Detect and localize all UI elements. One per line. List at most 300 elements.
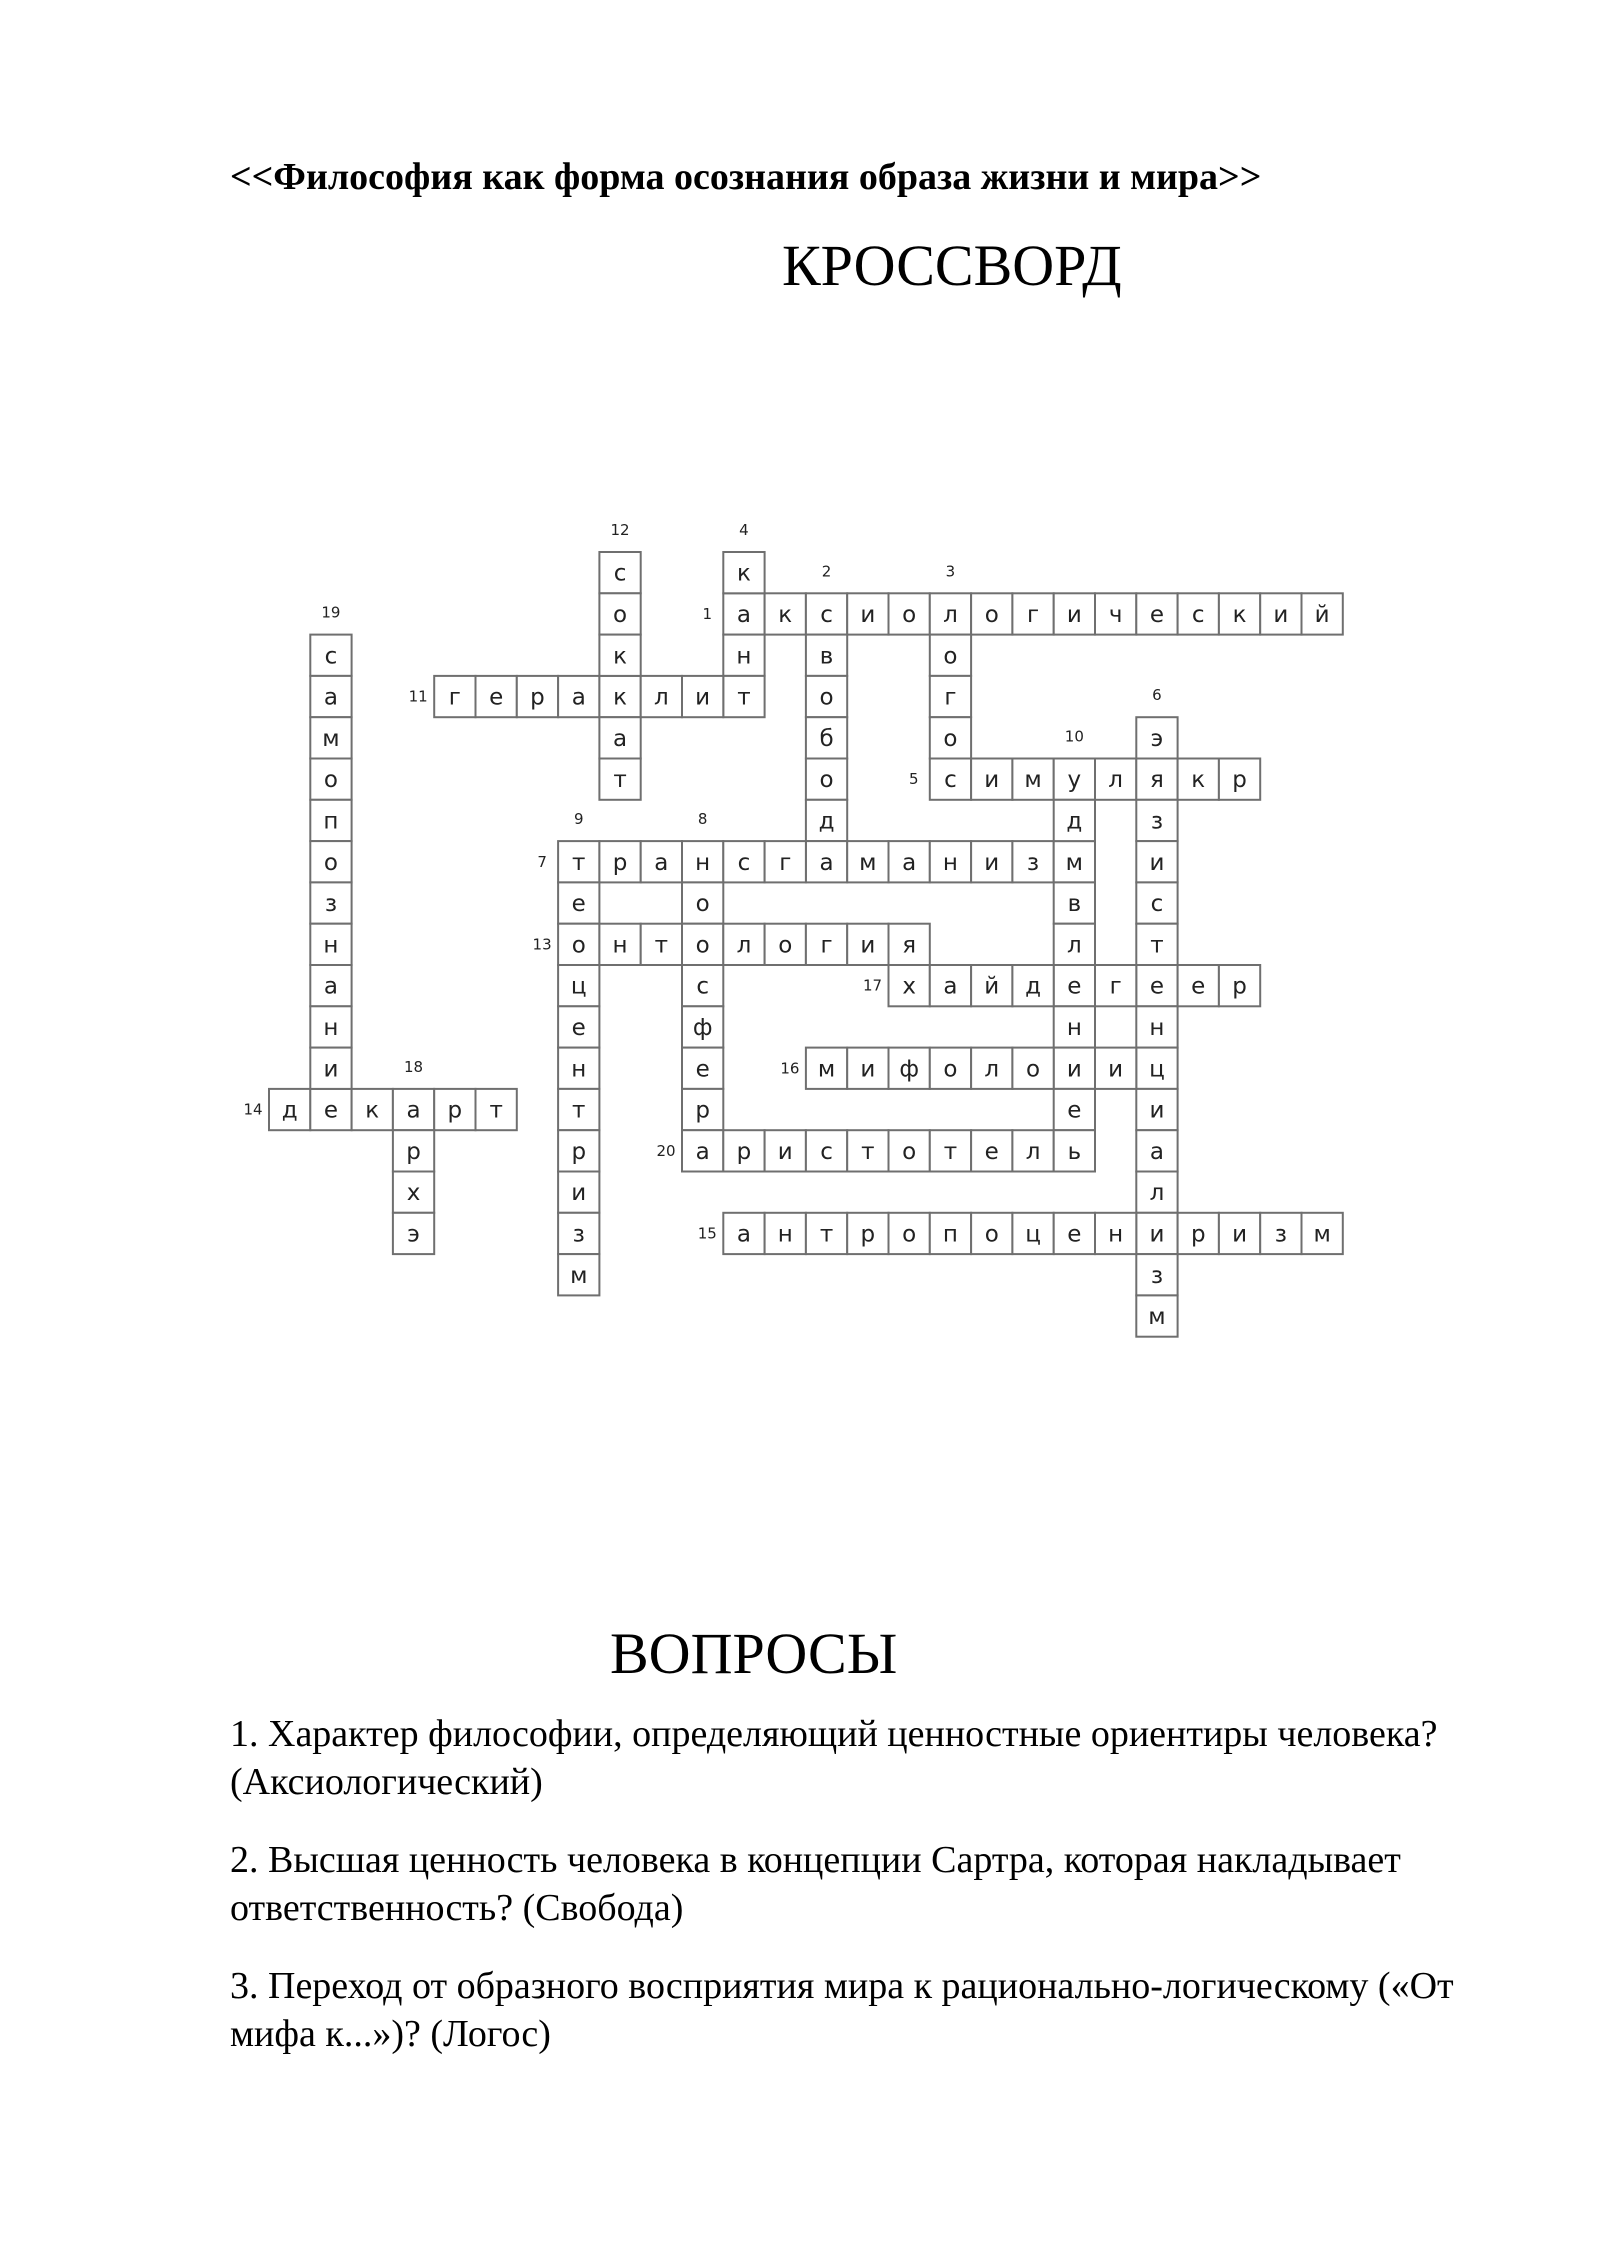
crossword-letter: м <box>817 1056 836 1083</box>
crossword-cell <box>558 924 599 965</box>
crossword-cell <box>393 1172 434 1213</box>
question-item: 1. Характер философии, определяющий ценностные ориентиры человека? (Аксиологический) <box>230 1713 1438 1803</box>
crossword-letter: о <box>902 1138 917 1165</box>
crossword-letter: с <box>324 643 338 670</box>
crossword-letter: к <box>736 560 751 587</box>
crossword-letter: д <box>1025 973 1042 1000</box>
crossword-cell <box>806 635 847 676</box>
clue-number: 17 <box>862 976 883 995</box>
crossword-letter: о <box>571 932 586 959</box>
crossword-letter: т <box>613 767 627 794</box>
crossword-cell <box>1178 593 1219 634</box>
crossword-cell <box>723 1130 764 1171</box>
crossword-letter: и <box>1232 1221 1248 1248</box>
crossword-letter: и <box>1066 601 1082 628</box>
crossword-letter: к <box>778 601 793 628</box>
crossword-cell <box>930 1048 971 1089</box>
crossword-letter: я <box>1150 767 1164 794</box>
clue-number: 12 <box>610 521 630 539</box>
crossword-letter: з <box>1150 808 1164 835</box>
crossword-cell <box>310 676 351 717</box>
crossword-letter: э <box>1150 725 1164 752</box>
crossword-letter: п <box>323 808 339 835</box>
crossword-cell <box>847 1213 888 1254</box>
crossword-cell <box>558 1089 599 1130</box>
crossword-letter: э <box>407 1221 420 1248</box>
crossword-cell <box>765 841 806 882</box>
crossword-letter: и <box>984 849 1000 876</box>
crossword-letter: р <box>860 1221 876 1248</box>
crossword-letter: м <box>859 849 877 876</box>
crossword-cell <box>1260 593 1301 634</box>
crossword-letter: о <box>819 767 834 794</box>
crossword-letter: з <box>1274 1221 1287 1248</box>
crossword-cell <box>682 841 723 882</box>
crossword-letter: е <box>1067 1221 1082 1248</box>
crossword-letter: у <box>1067 767 1082 794</box>
crossword-cell <box>682 1006 723 1047</box>
crossword-cell <box>930 1213 971 1254</box>
crossword-letter: о <box>695 891 710 918</box>
crossword-letter: е <box>1149 601 1165 628</box>
crossword-letter: к <box>1232 601 1247 628</box>
crossword-letter: м <box>1313 1221 1331 1248</box>
crossword-letter: р <box>447 1097 463 1124</box>
crossword-cell <box>806 759 847 800</box>
crossword-letter: и <box>695 684 711 711</box>
crossword-letter: ь <box>1067 1138 1082 1165</box>
crossword-cell <box>930 676 971 717</box>
crossword-letter: н <box>1066 1014 1082 1041</box>
crossword-letter: х <box>406 1180 421 1207</box>
crossword-cell <box>1219 1213 1260 1254</box>
clue-number: 7 <box>537 852 547 871</box>
crossword-letter: и <box>860 932 876 959</box>
crossword-letter: н <box>1149 1014 1165 1041</box>
crossword-cell <box>599 717 640 758</box>
crossword-letter: е <box>1067 1097 1082 1124</box>
crossword-cell <box>1136 1048 1177 1089</box>
crossword-cell <box>393 1089 434 1130</box>
crossword-cell <box>310 1006 351 1047</box>
crossword-letter: е <box>571 891 586 918</box>
crossword-letter: с <box>696 973 709 1000</box>
crossword-cell <box>393 1213 434 1254</box>
crossword-letter: с <box>1191 601 1205 628</box>
crossword-cell <box>1012 965 1053 1006</box>
crossword-cell <box>723 635 764 676</box>
crossword-cell <box>517 676 558 717</box>
crossword-cell <box>930 841 971 882</box>
crossword-letter: з <box>1150 1262 1164 1289</box>
crossword-letter: с <box>1150 891 1164 918</box>
crossword-cell <box>723 1213 764 1254</box>
crossword-cell <box>889 1048 930 1089</box>
crossword-cell <box>1054 759 1095 800</box>
crossword-cell <box>352 1089 393 1130</box>
crossword-cell <box>930 965 971 1006</box>
crossword-cell <box>806 1130 847 1171</box>
crossword-letter: г <box>1109 973 1122 1000</box>
crossword-letter: с <box>820 1138 833 1165</box>
clue-number: 16 <box>780 1059 800 1078</box>
crossword-cell <box>1136 882 1177 923</box>
crossword-cell <box>1136 1254 1177 1295</box>
crossword-letter: с <box>613 560 627 587</box>
crossword-letter: н <box>1108 1221 1124 1248</box>
crossword-cell <box>641 924 682 965</box>
crossword-letter: з <box>324 891 338 918</box>
crossword-letter: л <box>1025 1138 1041 1165</box>
crossword-letter: п <box>942 1221 958 1248</box>
crossword-letter: а <box>736 601 752 628</box>
crossword-letter: т <box>572 849 586 876</box>
crossword-letter: м <box>570 1262 588 1289</box>
clue-number: 13 <box>532 935 552 954</box>
crossword-letter: з <box>572 1221 585 1248</box>
crossword-letter: а <box>1149 1138 1165 1165</box>
crossword-letter: м <box>322 725 340 752</box>
crossword-cell <box>599 841 640 882</box>
crossword-cell <box>1054 882 1095 923</box>
crossword-cell <box>599 593 640 634</box>
crossword-cell <box>1054 1130 1095 1171</box>
crossword-letter: е <box>1149 973 1165 1000</box>
crossword-cell <box>682 676 723 717</box>
crossword-cell <box>847 924 888 965</box>
crossword-cell <box>930 635 971 676</box>
crossword-letter: г <box>944 684 957 711</box>
clue-number: 6 <box>1152 686 1162 705</box>
crossword-cell <box>310 800 351 841</box>
crossword-cell <box>847 1130 888 1171</box>
crossword-letter: о <box>943 643 958 670</box>
crossword-cell <box>847 841 888 882</box>
crossword-cell <box>971 1130 1012 1171</box>
crossword-letter: е <box>571 1014 586 1041</box>
crossword-cell <box>558 1006 599 1047</box>
crossword-cell <box>1136 841 1177 882</box>
crossword-letter: л <box>653 684 669 711</box>
crossword-cell <box>558 841 599 882</box>
crossword-cell <box>558 1213 599 1254</box>
crossword-cell <box>434 1089 475 1130</box>
crossword-letter: х <box>902 973 916 1000</box>
crossword-letter: ф <box>899 1056 919 1083</box>
crossword-cell <box>1012 841 1053 882</box>
crossword-cell <box>310 1048 351 1089</box>
crossword-cell <box>310 924 351 965</box>
crossword-cell <box>1095 593 1136 634</box>
crossword-letter: я <box>902 932 917 959</box>
crossword-letter: р <box>1232 767 1247 794</box>
crossword-cell <box>269 1089 310 1130</box>
crossword-cell <box>971 1213 1012 1254</box>
crossword-letter: н <box>777 1221 793 1248</box>
clue-number: 20 <box>656 1141 676 1160</box>
crossword-cell <box>1136 924 1177 965</box>
clue-number: 14 <box>243 1100 263 1119</box>
crossword-letter: т <box>943 1138 958 1165</box>
crossword-cell <box>806 841 847 882</box>
crossword-cell <box>1054 841 1095 882</box>
crossword-cell <box>971 593 1012 634</box>
crossword-letter: и <box>1066 1056 1082 1083</box>
crossword-cell <box>723 676 764 717</box>
crossword-letter: о <box>613 601 628 628</box>
crossword-letter: с <box>737 849 751 876</box>
crossword-cell <box>930 1130 971 1171</box>
crossword-cell <box>599 676 640 717</box>
crossword-letter: ц <box>570 973 587 1000</box>
clue-number: 4 <box>739 521 749 539</box>
crossword-letter: и <box>1273 601 1289 628</box>
crossword-letter: л <box>1149 1180 1165 1207</box>
crossword-letter: б <box>819 725 834 752</box>
crossword-cell <box>889 965 930 1006</box>
questions-heading: ВОПРОСЫ <box>610 1621 898 1686</box>
crossword-cell <box>971 759 1012 800</box>
crossword-cell <box>682 965 723 1006</box>
crossword-cell <box>1136 1089 1177 1130</box>
crossword-letter: а <box>902 849 917 876</box>
crossword-cell <box>930 759 971 800</box>
question-item: 3. Переход от образного восприятия мира к рационально-логическому («От мифа к...»)? (Логос) <box>230 1965 1454 2055</box>
crossword-letter: а <box>736 1221 752 1248</box>
crossword-cell <box>558 676 599 717</box>
crossword-letter: а <box>612 725 628 752</box>
crossword-cell <box>599 552 640 593</box>
crossword-cell <box>765 924 806 965</box>
crossword-cell <box>1012 1048 1053 1089</box>
crossword-cell <box>1136 717 1177 758</box>
crossword-letter: е <box>1191 973 1206 1000</box>
crossword-letter: м <box>1065 849 1084 876</box>
crossword-cell <box>1136 1213 1177 1254</box>
crossword-letter: л <box>1066 932 1082 959</box>
crossword-letter: и <box>984 767 1000 794</box>
crossword-letter: н <box>942 849 958 876</box>
crossword-cell <box>930 593 971 634</box>
crossword-cell <box>806 1213 847 1254</box>
crossword-letter: д <box>281 1097 298 1124</box>
crossword-letter: ц <box>1025 1221 1041 1248</box>
crossword-cell <box>641 676 682 717</box>
crossword-letter: м <box>1148 1304 1166 1331</box>
crossword-cell <box>1012 1213 1053 1254</box>
crossword-cell <box>1095 1048 1136 1089</box>
crossword-cell <box>476 1089 517 1130</box>
crossword-cell <box>765 593 806 634</box>
crossword-letter: г <box>1027 601 1040 628</box>
crossword-letter: а <box>654 849 669 876</box>
crossword-cell <box>723 841 764 882</box>
crossword-cell <box>889 924 930 965</box>
crossword-cell <box>1054 1006 1095 1047</box>
crossword-cell <box>558 1048 599 1089</box>
crossword-letter: з <box>1026 849 1040 876</box>
crossword-cell <box>847 1048 888 1089</box>
crossword-letter: и <box>323 1056 339 1083</box>
crossword-letter: а <box>406 1097 421 1124</box>
crossword-letter: л <box>736 932 752 959</box>
crossword-cell <box>765 1213 806 1254</box>
crossword-letter: к <box>1191 767 1206 794</box>
crossword-cell <box>806 676 847 717</box>
crossword-cell <box>310 1089 351 1130</box>
crossword-cell <box>1136 1172 1177 1213</box>
crossword-cell <box>558 882 599 923</box>
crossword-letter: т <box>819 1221 834 1248</box>
crossword-letter: с <box>944 767 957 794</box>
crossword-cell <box>1054 593 1095 634</box>
clue-number: 1 <box>702 604 713 623</box>
crossword-letter: и <box>571 1180 587 1207</box>
crossword-letter: ч <box>1108 601 1123 628</box>
crossword-cell <box>310 717 351 758</box>
crossword-letter: г <box>448 684 461 711</box>
crossword-cell <box>971 1048 1012 1089</box>
clue-number: 11 <box>408 687 428 706</box>
crossword-letter: о <box>984 601 999 628</box>
crossword-cell <box>723 593 764 634</box>
crossword-letter: е <box>984 1138 999 1165</box>
crossword-cell <box>889 841 930 882</box>
crossword-cell <box>1302 1213 1343 1254</box>
crossword-cell <box>1219 593 1260 634</box>
crossword-cell <box>1095 1213 1136 1254</box>
crossword-cell <box>1136 593 1177 634</box>
crossword-cell <box>310 759 351 800</box>
crossword-letter: к <box>613 684 628 711</box>
crossword-cell <box>930 717 971 758</box>
crossword-cell <box>310 965 351 1006</box>
crossword-cell <box>806 717 847 758</box>
crossword-letter: р <box>1232 973 1247 1000</box>
crossword-cell <box>682 882 723 923</box>
crossword-letter: к <box>365 1097 380 1124</box>
crossword-letter: н <box>323 932 339 959</box>
crossword-letter: е <box>695 1056 710 1083</box>
crossword-cell <box>971 965 1012 1006</box>
crossword-letter: ф <box>692 1014 713 1041</box>
crossword-cell <box>434 676 475 717</box>
crossword-letter: а <box>695 1138 710 1165</box>
crossword-cell <box>1054 1213 1095 1254</box>
crossword-cell <box>806 924 847 965</box>
crossword-letter: к <box>613 643 628 670</box>
crossword-letter: й <box>1314 601 1330 628</box>
crossword-cell <box>889 1130 930 1171</box>
crossword-cell <box>1012 593 1053 634</box>
crossword-letter: р <box>1190 1221 1206 1248</box>
crossword-letter: т <box>572 1097 586 1124</box>
crossword-cell <box>476 676 517 717</box>
crossword-letter: е <box>1067 973 1082 1000</box>
crossword-cell <box>1136 965 1177 1006</box>
clue-number: 9 <box>573 810 584 829</box>
crossword-cell <box>682 1048 723 1089</box>
crossword-cell <box>1012 759 1053 800</box>
crossword-letter: в <box>1067 891 1082 918</box>
crossword-cell <box>1054 924 1095 965</box>
crossword-cell <box>1219 965 1260 1006</box>
crossword-cell <box>1054 1089 1095 1130</box>
crossword-letter: а <box>323 973 339 1000</box>
crossword-cell <box>1054 1048 1095 1089</box>
crossword-cell <box>1136 759 1177 800</box>
crossword-cell <box>889 593 930 634</box>
crossword-letter: н <box>612 932 628 959</box>
clue-number: 18 <box>404 1057 424 1076</box>
crossword-cell <box>599 635 640 676</box>
crossword-letter: и <box>1149 1221 1165 1248</box>
crossword-letter: т <box>654 932 669 959</box>
crossword-cell <box>1178 1213 1219 1254</box>
crossword-letter: н <box>323 1014 339 1041</box>
crossword-cell <box>682 1089 723 1130</box>
crossword-letter: р <box>571 1138 587 1165</box>
crossword-letter: о <box>323 849 338 876</box>
clue-number: 5 <box>909 770 919 789</box>
crossword-cell <box>558 965 599 1006</box>
question-item: 2. Высшая ценность человека в концепции Сартра, которая накладывает ответственность? (Свобода) <box>230 1839 1401 1929</box>
crossword-cell <box>806 800 847 841</box>
crossword-letter: р <box>612 849 628 876</box>
crossword-letter: а <box>943 973 958 1000</box>
crossword-letter: г <box>820 932 833 959</box>
clue-number: 15 <box>697 1224 717 1243</box>
crossword-letter: л <box>984 1056 1000 1083</box>
crossword-letter: е <box>323 1097 339 1124</box>
crossword-letter: т <box>861 1138 875 1165</box>
crossword-cell <box>1012 1130 1053 1171</box>
crossword-letter: р <box>695 1097 710 1124</box>
crossword-letter: о <box>1026 1056 1041 1083</box>
crossword-letter: л <box>943 601 958 628</box>
crossword-letter: ц <box>1149 1056 1165 1083</box>
crossword-cell <box>723 924 764 965</box>
crossword-letter: р <box>530 684 545 711</box>
crossword-letter: и <box>777 1138 793 1165</box>
crossword-cell <box>723 552 764 593</box>
crossword-cell <box>1136 1130 1177 1171</box>
crossword-cell <box>806 1048 847 1089</box>
crossword-cell <box>1136 800 1177 841</box>
page-title: <<Философия как форма осознания образа жизни и мира>> <box>230 156 1262 198</box>
crossword-cell <box>971 841 1012 882</box>
crossword-cell <box>682 924 723 965</box>
crossword-letter: т <box>1150 932 1164 959</box>
crossword-letter: о <box>902 1221 917 1248</box>
clue-number: 8 <box>697 810 708 829</box>
crossword-cell <box>1178 965 1219 1006</box>
crossword-letter: о <box>323 767 338 794</box>
questions-list <box>230 1710 1460 2088</box>
clue-number: 2 <box>821 562 832 581</box>
crossword-letter: а <box>571 684 586 711</box>
crossword-letter: о <box>819 684 834 711</box>
crossword-letter: о <box>943 1056 958 1083</box>
crossword-cell <box>393 1130 434 1171</box>
crossword-letter: о <box>695 932 710 959</box>
crossword-letter: м <box>1024 767 1042 794</box>
crossword-letter: с <box>820 601 833 628</box>
crossword-cell <box>558 1254 599 1295</box>
crossword-letter: о <box>778 932 793 959</box>
crossword-cell <box>765 1130 806 1171</box>
crossword-letter: а <box>323 684 339 711</box>
